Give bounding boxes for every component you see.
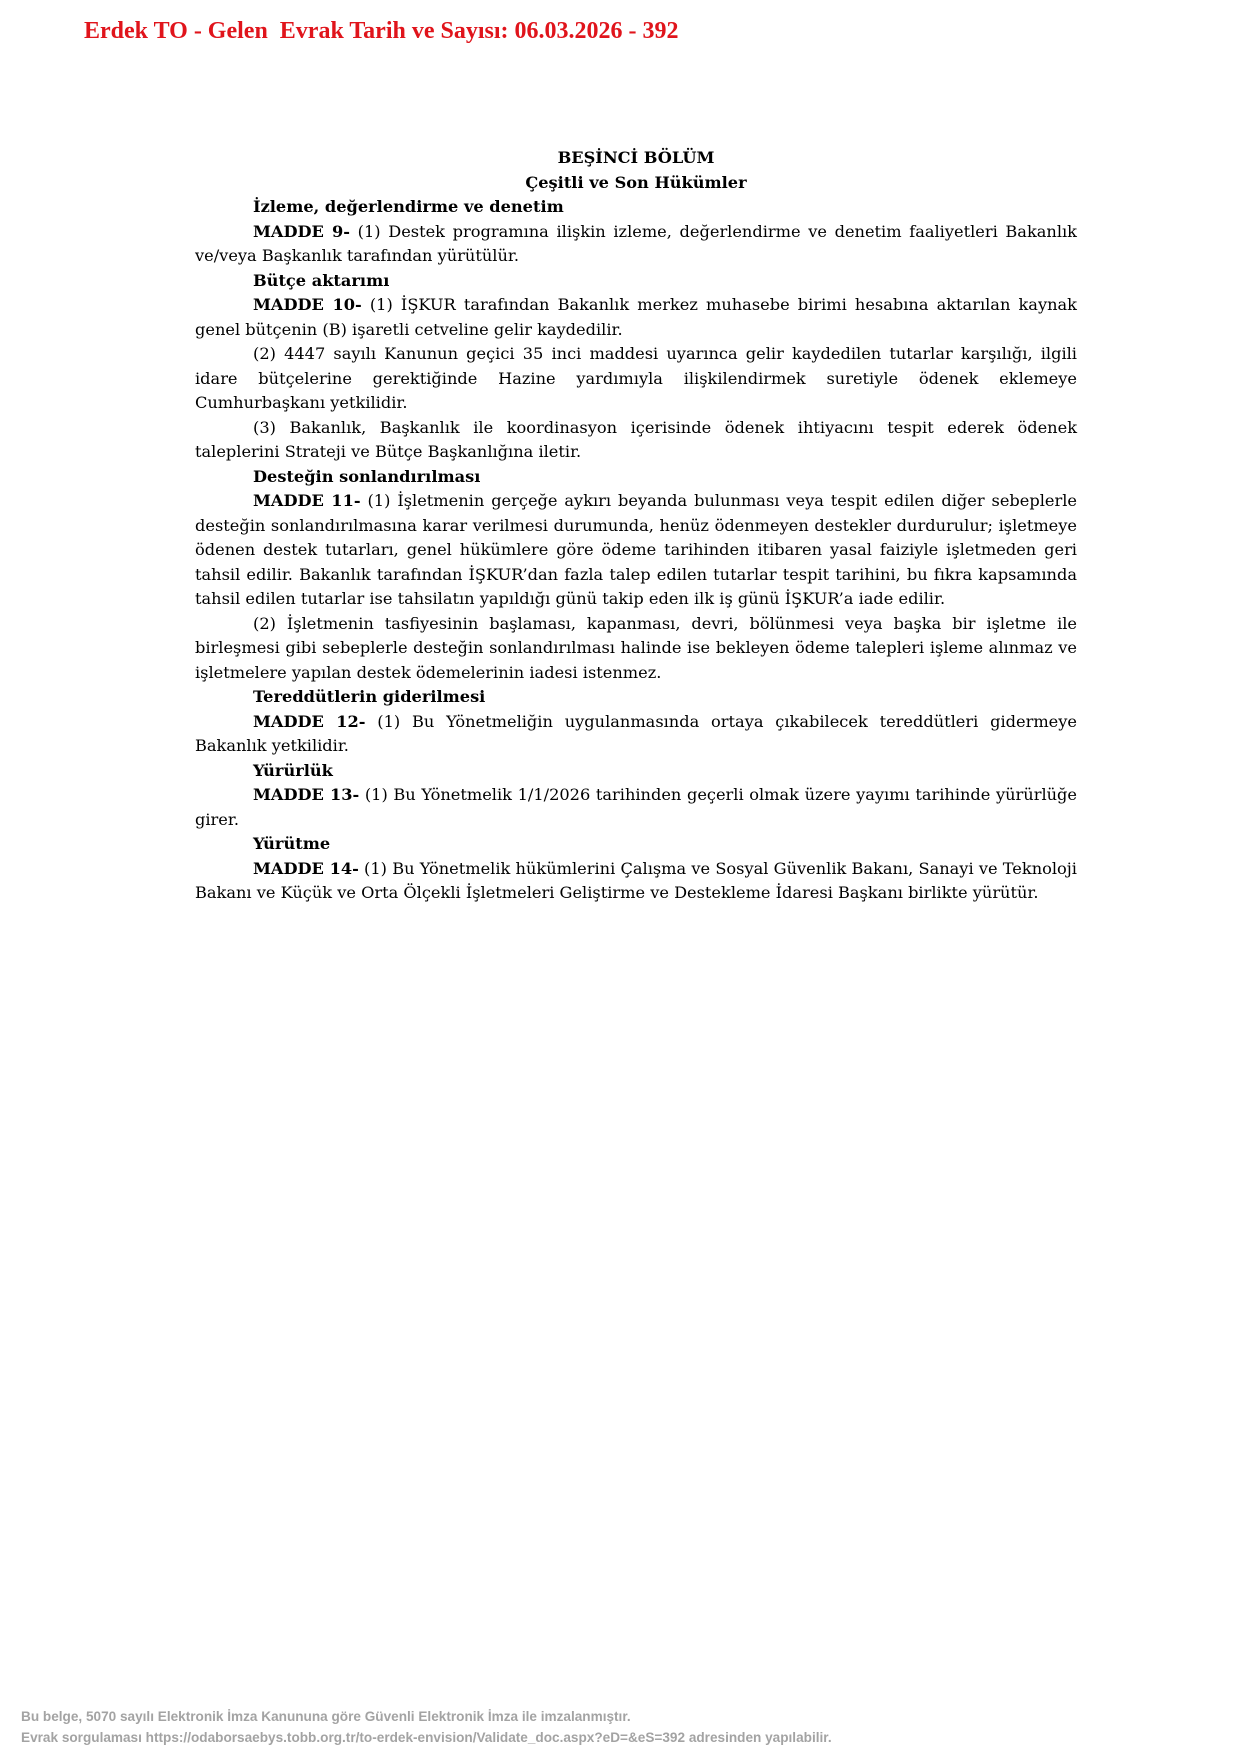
article-paragraph	[195, 220, 1077, 269]
article-paragraph	[195, 489, 1077, 612]
footer-verification-note: Evrak sorgulaması https://odaborsaebys.tobb.org.tr/to-erdek-envision/Validate_doc.aspx?eD=&eS=392 adresinden yapılabilir.	[21, 1730, 832, 1745]
article-number: MADDE 10-	[253, 295, 362, 314]
article-paragraph	[195, 416, 1077, 465]
article-paragraph	[195, 783, 1077, 832]
article-paragraph	[195, 710, 1077, 759]
article-number: MADDE 9-	[253, 221, 351, 241]
document-stamp: Erdek TO - Gelen Evrak Tarih ve Sayısı: 06.03.2026 - 392	[84, 18, 679, 44]
section-subtitle: Çeşitli ve Son Hükümler	[525, 172, 747, 192]
document-body	[195, 146, 1077, 906]
signature-footer	[21, 1706, 832, 1748]
article-text: (1) İşletmenin gerçeğe aykırı beyanda bulunması veya tespit edilen diğer sebeplerle desteğin sonlandırılmasına karar verilmesi durumunda, henüz ödenmeyen destekler durdurulur; işletmeye ödenen destek tutarları, genel hükümlere göre ödeme tarihinden itibaren yasal faiziyle işletmeden geri tahsil edilir. Bakanlık tarafından İŞKUR’dan fazla talep edilen tutarlar tespit tarihini, bu fıkra kapsamında tahsil edilen tutarlar ise tahsilatın yapıldığı günü takip eden ilk iş günü İŞKUR’a iade edilir.	[195, 491, 1077, 608]
article-text: (2) İşletmenin tasfiyesinin başlaması, kapanması, devri, bölünmesi veya başka bir işletme ile birleşmesi gibi sebeplerle desteğin sonlandırılması halinde ise bekleyen ödeme talepleri işleme alınmaz ve işletmelere yapılan destek ödemelerinin iadesi istenmez.	[195, 613, 1077, 682]
section-title: BEŞİNCİ BÖLÜM	[557, 148, 715, 167]
document-blocks	[195, 195, 1077, 906]
article-heading: İzleme, değerlendirme ve denetim	[253, 197, 564, 216]
article-paragraph	[195, 612, 1077, 686]
article-paragraph	[195, 293, 1077, 342]
article-text: (3) Bakanlık, Başkanlık ile koordinasyon içerisinde ödenek ihtiyacını tespit ederek ödenek taleplerini Strateji ve Bütçe Başkanlığına iletir.	[195, 417, 1077, 461]
article-number: MADDE 11-	[253, 491, 361, 510]
article-heading: Desteğin sonlandırılması	[253, 466, 481, 486]
article-paragraph	[195, 857, 1077, 906]
article-heading: Bütçe aktarımı	[253, 270, 390, 290]
article-text: (1) Bu Yönetmelik hükümlerini Çalışma ve Sosyal Güvenlik Bakanı, Sanayi ve Teknoloji Bakanı ve Küçük ve Orta Ölçekli İşletmeleri Geliştirme ve Destekleme İdaresi Başkanı birlikte yürütür.	[195, 858, 1077, 902]
article-heading: Yürütme	[253, 834, 331, 853]
article-paragraph	[195, 342, 1077, 416]
article-number: MADDE 13-	[253, 785, 360, 804]
article-text: (2) 4447 sayılı Kanunun geçici 35 inci maddesi uyarınca gelir kaydedilen tutarlar karşılığı, ilgili idare bütçelerine gerektiğinde Hazine yardımıyla ilişkilendirmek suretiyle ödenek eklemeye Cumhurbaşkanı yetkilidir.	[195, 344, 1077, 412]
article-heading: Yürürlük	[253, 760, 333, 780]
article-text: (1) Bu Yönetmeliğin uygulanmasında ortaya çıkabilecek tereddütleri gidermeye Bakanlık yetkilidir.	[195, 711, 1077, 755]
article-heading: Tereddütlerin giderilmesi	[253, 687, 486, 706]
footer-signature-note: Bu belge, 5070 sayılı Elektronik İmza Kanununa göre Güvenli Elektronik İmza ile imzalanmıştır.	[21, 1709, 631, 1724]
article-text: (1) Destek programına ilişkin izleme, değerlendirme ve denetim faaliyetleri Bakanlık ve/veya Başkanlık tarafından yürütülür.	[195, 221, 1077, 265]
article-number: MADDE 12-	[253, 711, 366, 731]
article-text: (1) İŞKUR tarafından Bakanlık merkez muhasebe birimi hesabına aktarılan kaynak genel bütçenin (B) işaretli cetveline gelir kaydedilir.	[195, 295, 1077, 339]
article-number: MADDE 14-	[253, 858, 359, 878]
article-text: (1) Bu Yönetmelik 1/1/2026 tarihinden geçerli olmak üzere yayımı tarihinde yürürlüğe girer.	[195, 785, 1077, 829]
